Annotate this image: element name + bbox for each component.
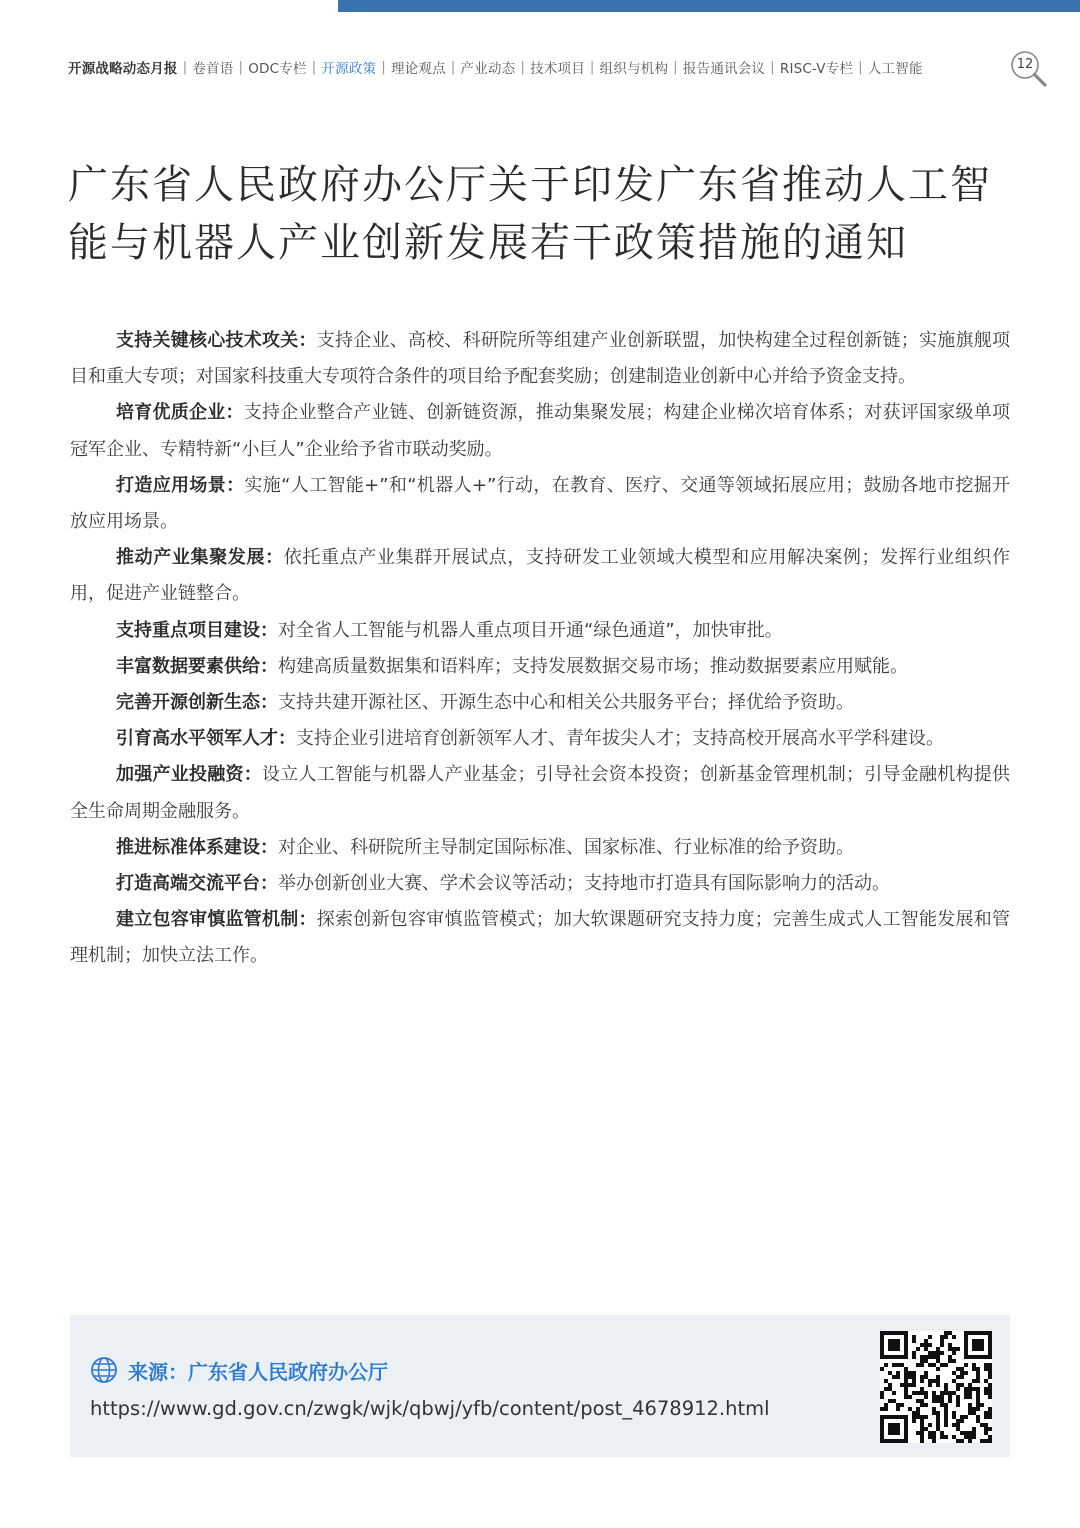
nav-separator: |: [450, 59, 456, 75]
policy-paragraph: [70, 613, 1010, 649]
policy-paragraph: [70, 395, 1010, 467]
nav-separator: |: [182, 59, 188, 75]
policy-paragraph: [70, 757, 1010, 829]
paragraph-heading: 打造高端交流平台：: [116, 873, 278, 895]
nav-separator: |: [238, 59, 244, 75]
nav-separator: |: [589, 59, 595, 75]
brand-title: 开源战略动态月报: [68, 61, 178, 77]
paragraph-heading: 培育优质企业：: [116, 402, 244, 424]
policy-paragraph: [70, 649, 1010, 685]
source-box: [70, 1315, 1010, 1457]
globe-icon: [90, 1356, 118, 1384]
policy-paragraph: [70, 866, 1010, 902]
paragraph-text: 实施“人工智能+”和“机器人+”行动，在教育、医疗、交通等领域拓展应用；鼓励各地市挖掘开放应用场景。: [70, 474, 1011, 533]
paragraph-heading: 推进标准体系建设：: [116, 836, 278, 858]
paragraph-heading: 支持重点项目建设：: [116, 619, 278, 641]
page-number-badge: [1010, 50, 1050, 90]
nav-separator: |: [770, 59, 775, 75]
paragraph-text: 举办创新创业大赛、学术会议等活动；支持地市打造具有国际影响力的活动。: [278, 873, 890, 895]
policy-paragraph: [70, 468, 1010, 540]
nav-item-preface[interactable]: 卷首语: [192, 61, 234, 77]
nav-item-open-source-policy[interactable]: 开源政策: [321, 61, 377, 77]
nav-item-tech-projects[interactable]: 技术项目: [530, 61, 585, 77]
nav-item-riscv[interactable]: RISC-V专栏: [779, 61, 854, 77]
paragraph-text: 支持共建开源社区、开源生态中心和相关公共服务平台；择优给予资助。: [278, 692, 854, 714]
nav-separator: |: [311, 59, 317, 75]
nav-item-industry[interactable]: 产业动态: [460, 61, 516, 77]
top-accent-bar: [338, 0, 1080, 12]
nav-separator: |: [673, 59, 678, 75]
paragraph-heading: 打造应用场景：: [116, 474, 245, 496]
nav-separator: |: [520, 59, 526, 75]
paragraph-heading: 推动产业集聚发展：: [116, 547, 284, 569]
paragraph-text: 对企业、科研院所主导制定国际标准、国家标准、行业标准的给予资助。: [278, 836, 854, 858]
nav-separator: |: [381, 59, 386, 75]
qr-code[interactable]: [880, 1331, 992, 1443]
source-label-row: [90, 1355, 388, 1385]
nav-item-organizations[interactable]: 组织与机构: [599, 61, 669, 77]
paragraph-heading: 建立包容审慎监管机制：: [116, 909, 317, 931]
paragraph-text: 探索创新包容审慎监管模式；加大软课题研究支持力度；完善生成式人工智能发展和管理机制；加快立法工作。: [70, 909, 1010, 967]
policy-paragraph: [70, 721, 1010, 757]
nav-separator: |: [858, 59, 863, 75]
article-body: [70, 323, 1010, 975]
qr-code-image: [880, 1331, 992, 1443]
nav-item-ai[interactable]: 人工智能: [867, 61, 923, 77]
header-nav: [68, 55, 1008, 79]
paragraph-heading: 丰富数据要素供给：: [116, 655, 278, 677]
source-url-link[interactable]: https://www.gd.gov.cn/zwgk/wjk/qbwj/yfb/content/post_4678912.html: [90, 1397, 770, 1420]
page-number: 12: [1016, 57, 1034, 72]
source-label: 来源：广东省人民政府办公厅: [128, 1359, 388, 1384]
article-title: 广东省人民政府办公厅关于印发广东省推动人工智能与机器人产业创新发展若干政策措施的通知: [68, 162, 992, 266]
paragraph-text: 设立人工智能与机器人产业基金；引导社会资本投资；创新基金管理机制；引导金融机构提供全生命周期金融服务。: [70, 764, 1010, 822]
paragraph-text: 支持企业整合产业链、创新链资源，推动集聚发展；构建企业梯次培育体系；对获评国家级单项冠军企业、专精特新“小巨人”企业给予省市联动奖励。: [70, 402, 1010, 460]
paragraph-text: 依托重点产业集群开展试点，支持研发工业领域大模型和应用解决案例；发挥行业组织作用，促进产业链整合。: [70, 547, 1011, 605]
nav-item-theory[interactable]: 理论观点: [390, 61, 446, 77]
paragraph-text: 构建高质量数据集和语料库；支持发展数据交易市场；推动数据要素应用赋能。: [278, 655, 908, 677]
policy-paragraph: [70, 830, 1010, 866]
nav-item-reports[interactable]: 报告通讯会议: [682, 61, 766, 77]
paragraph-text: 对全省人工智能与机器人重点项目开通“绿色通道”，加快审批。: [278, 619, 783, 641]
policy-paragraph: [70, 323, 1010, 395]
policy-paragraph: [70, 540, 1010, 612]
paragraph-text: 支持企业引进培育创新领军人才、青年拔尖人才；支持高校开展高水平学科建设。: [296, 728, 944, 750]
paragraph-heading: 支持关键核心技术攻关：: [116, 330, 317, 351]
paragraph-heading: 引育高水平领军人才：: [116, 728, 296, 750]
paragraph-heading: 加强产业投融资：: [116, 764, 262, 786]
nav-item-odc[interactable]: ODC专栏: [248, 61, 307, 77]
policy-paragraph: [70, 685, 1010, 721]
policy-paragraph: [70, 902, 1010, 974]
paragraph-text: 支持企业、高校、科研院所等组建产业创新联盟，加快构建全过程创新链；实施旗舰项目和重大专项；对国家科技重大专项符合条件的项目给予配套奖励；创建制造业创新中心并给予资金支持。: [70, 330, 1010, 388]
paragraph-heading: 完善开源创新生态：: [116, 692, 278, 714]
